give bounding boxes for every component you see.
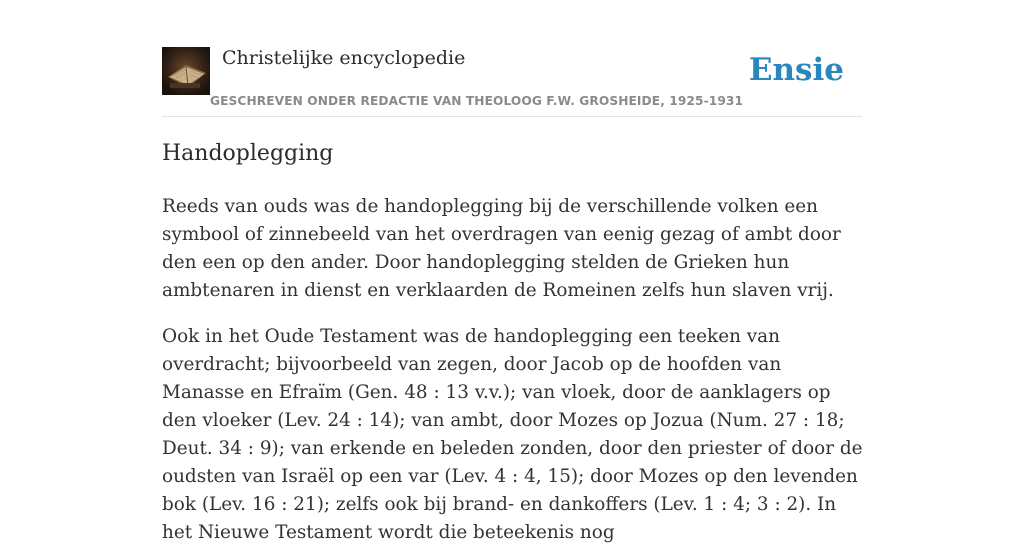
site-header bbox=[162, 46, 862, 117]
article-paragraph: Reeds van ouds was de handoplegging bij de verschillende volken een symbool of zinnebeeld van het overdragen van eenig gezag of ambt door den een op den ander. Door handoplegging stelden de Grieken hun ambtenaren in dienst en verklaarden de Romeinen zelfs hun slaven vrij. bbox=[162, 196, 841, 301]
article-title: Handoplegging bbox=[162, 141, 334, 166]
book-photo-icon bbox=[162, 47, 210, 95]
encyclopedia-avatar[interactable] bbox=[162, 47, 210, 95]
article bbox=[162, 136, 866, 547]
site-title[interactable]: Christelijke encyclopedie bbox=[222, 47, 466, 69]
brand-logo-link[interactable]: Ensie bbox=[748, 52, 844, 88]
article-paragraph: Ook in het Oude Testament was de handoplegging een teeken van overdracht; bijvoorbeeld van zegen, door Jacob op de hoofden van Manasse en Efraïm (Gen. 48 : 13 v.v.); van vloek, door de aanklagers op den vloeker (Lev. 24 : 14); van ambt, door Mozes op Jozua (Num. 27 : 18; Deut. 34 : 9); van erkende en beleden zonden, door den priester of door de oudsten van Israël op een var (Lev. 4 : 4, 15); door Mozes op den levenden bok (Lev. 16 : 21); zelfs ook bij brand- en dankoffers (Lev. 1 : 4; 3 : 2). In het Nieuwe Testament wordt die beteekenis nog bbox=[162, 326, 863, 543]
site-subtitle: GESCHREVEN ONDER REDACTIE VAN THEOLOOG F.W. GROSHEIDE, 1925-1931 bbox=[210, 94, 744, 108]
